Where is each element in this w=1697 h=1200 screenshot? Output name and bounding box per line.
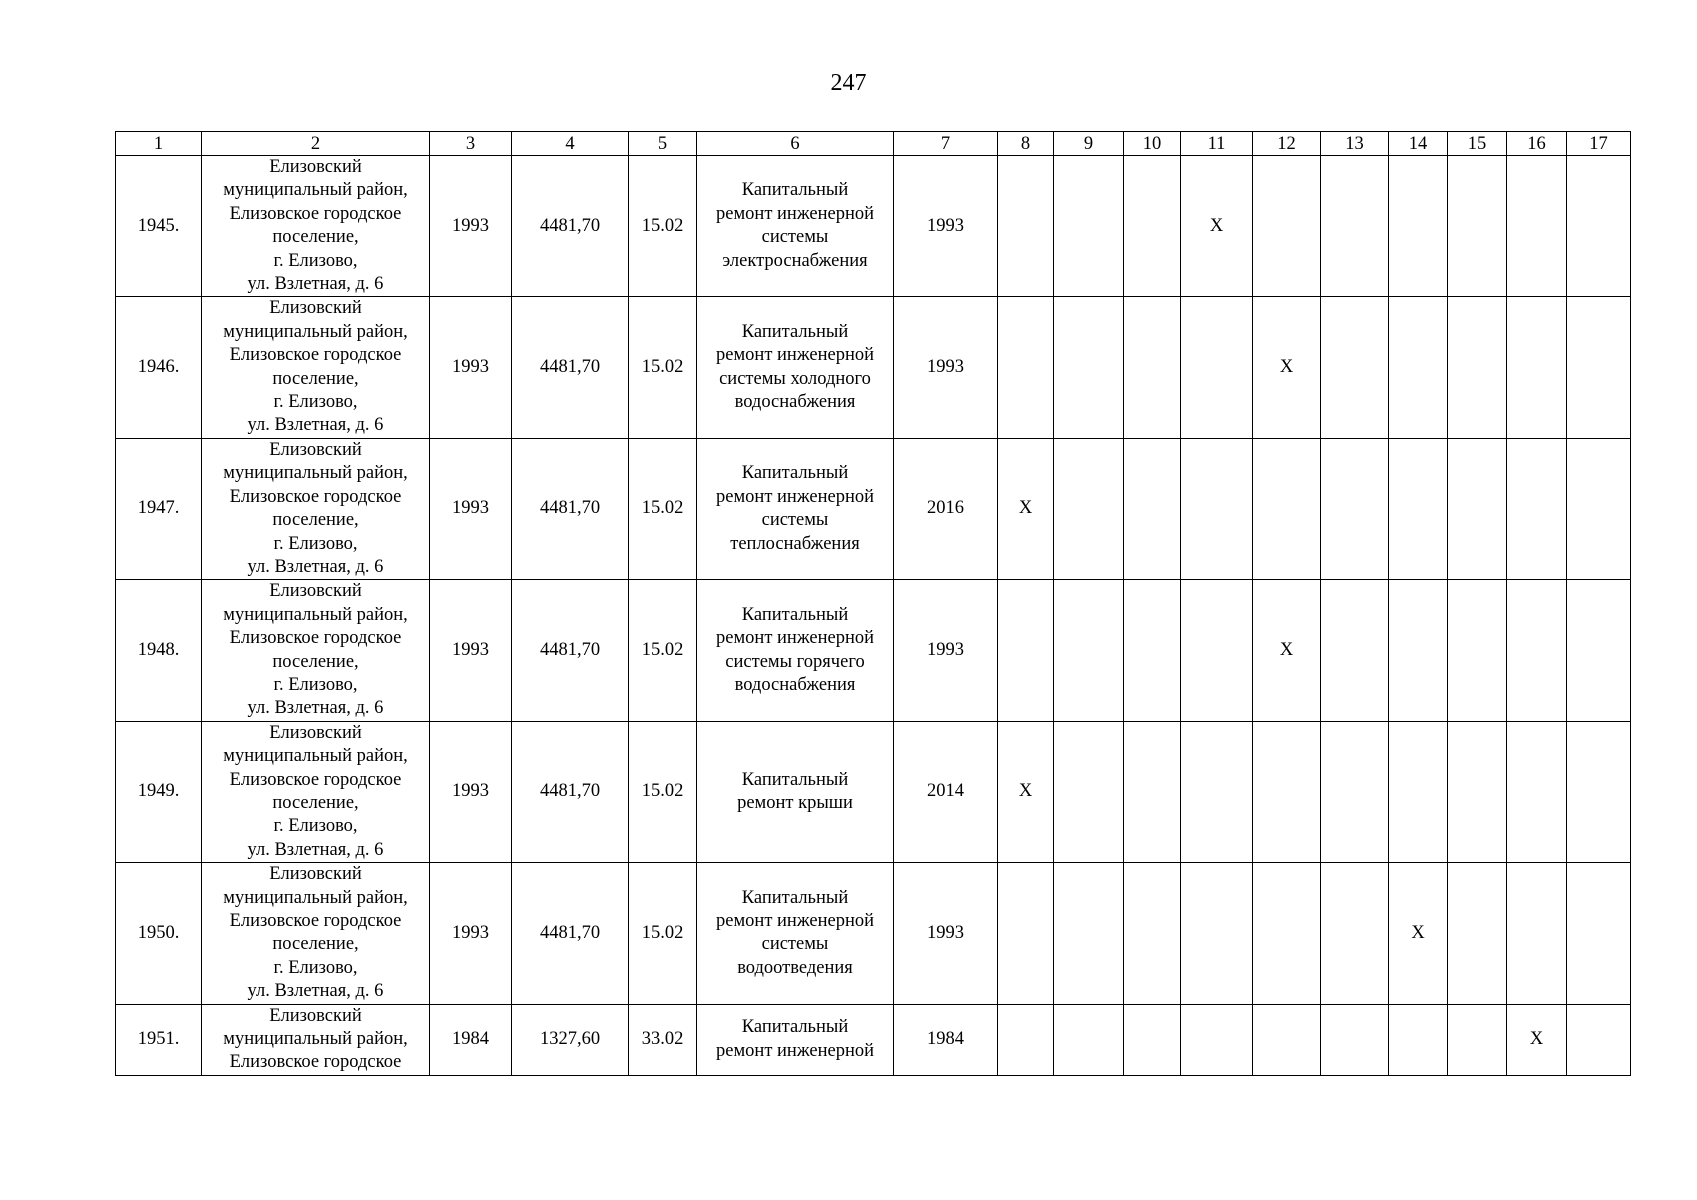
address-cell-line: Елизовский [269,722,362,743]
address-cell-line: поселение, [272,510,359,531]
mark-cell [1181,863,1253,1004]
address-cell-line: Елизовское городское [229,1052,402,1073]
mark-cell: X [1181,156,1253,297]
address-cell-line: муниципальный район, [223,887,408,908]
address-cell-line: поселение, [272,651,359,672]
work-description-cell-line: водоснабжения [734,674,856,695]
mark-cell [1054,863,1124,1004]
area-cell: 4481,70 [512,863,629,1004]
mark-cell [1124,863,1181,1004]
column-header: 12 [1253,132,1321,156]
address-cell-line: Елизовский [269,439,362,460]
address-cell-line: ул. Взлетная, д. 6 [247,981,384,1002]
address-cell-line: муниципальный район, [223,463,408,484]
mark-cell [1181,1004,1253,1075]
code-cell: 15.02 [629,580,697,721]
mark-cell [1507,863,1567,1004]
mark-cell [1253,438,1321,579]
address-cell-line: г. Елизово, [273,957,358,978]
work-description-cell-line: системы холодного [719,368,871,389]
mark-cell [1567,438,1631,579]
code-cell: 15.02 [629,297,697,438]
address-cell-line: ул. Взлетная, д. 6 [247,274,384,295]
address-cell-line: Елизовское городское [229,345,402,366]
row-number-cell: 1950. [116,863,202,1004]
mark-cell [1321,297,1389,438]
mark-cell [998,156,1054,297]
mark-cell [1321,156,1389,297]
mark-cell [998,580,1054,721]
address-cell-line: Елизовский [269,864,362,885]
mark-cell: X [1253,297,1321,438]
address-cell-line: муниципальный район, [223,746,408,767]
work-year-cell: 2014 [894,721,998,862]
mark-cell [1567,1004,1631,1075]
work-year-cell: 1993 [894,297,998,438]
column-header: 14 [1389,132,1448,156]
address-cell-line: Елизовское городское [229,203,402,224]
address-cell-line: муниципальный район, [223,604,408,625]
address-cell [202,1004,430,1075]
work-description-cell-line: Капитальный [741,887,849,908]
work-description-cell-line: Капитальный [741,463,849,484]
area-cell: 1327,60 [512,1004,629,1075]
mark-cell [1389,156,1448,297]
work-description-cell-line: Капитальный [741,604,849,625]
work-description-cell [697,721,894,862]
column-header: 5 [629,132,697,156]
work-description-cell [697,297,894,438]
table-row [116,297,1631,438]
mark-cell [1124,156,1181,297]
column-header: 9 [1054,132,1124,156]
code-cell: 15.02 [629,863,697,1004]
year-cell: 1993 [430,863,512,1004]
mark-cell [1054,721,1124,862]
area-cell: 4481,70 [512,438,629,579]
table-row [116,721,1631,862]
column-header: 13 [1321,132,1389,156]
address-cell-line: муниципальный район, [223,1029,408,1050]
code-cell: 15.02 [629,156,697,297]
code-cell: 15.02 [629,721,697,862]
work-description-cell [697,438,894,579]
mark-cell [1389,297,1448,438]
mark-cell [1389,580,1448,721]
column-header: 7 [894,132,998,156]
work-description-cell-line: системы горячего [725,651,865,672]
mark-cell [1448,438,1507,579]
mark-cell [1567,863,1631,1004]
mark-cell [1321,863,1389,1004]
mark-cell [1181,721,1253,862]
mark-cell [998,297,1054,438]
table-body [116,132,1631,1076]
mark-cell [1567,721,1631,862]
mark-cell [1567,297,1631,438]
address-cell [202,438,430,579]
work-description-cell-line: Капитальный [741,180,849,201]
address-cell-line: ул. Взлетная, д. 6 [247,839,384,860]
year-cell: 1993 [430,297,512,438]
year-cell: 1993 [430,580,512,721]
area-cell: 4481,70 [512,297,629,438]
table-row [116,863,1631,1004]
address-cell-line: Елизовское городское [229,628,402,649]
address-cell-line: ул. Взлетная, д. 6 [247,698,384,719]
mark-cell: X [998,721,1054,862]
row-number-cell: 1947. [116,438,202,579]
column-header: 2 [202,132,430,156]
row-number-cell: 1949. [116,721,202,862]
table-row [116,580,1631,721]
address-cell-line: ул. Взлетная, д. 6 [247,415,384,436]
address-cell [202,580,430,721]
mark-cell [1124,438,1181,579]
year-cell: 1993 [430,156,512,297]
year-cell: 1993 [430,721,512,862]
address-cell-line: поселение, [272,368,359,389]
work-description-cell-line: Капитальный [741,769,849,790]
mark-cell [1448,580,1507,721]
mark-cell [1507,721,1567,862]
mark-cell: X [1507,1004,1567,1075]
area-cell: 4481,70 [512,156,629,297]
work-description-cell [697,156,894,297]
column-header: 11 [1181,132,1253,156]
address-cell [202,156,430,297]
column-header: 17 [1567,132,1631,156]
column-header: 16 [1507,132,1567,156]
table-row [116,1004,1631,1075]
column-header: 3 [430,132,512,156]
work-description-cell-line: Капитальный [741,1017,849,1038]
address-cell-line: Елизовский [269,581,362,602]
mark-cell [998,863,1054,1004]
mark-cell: X [1253,580,1321,721]
page-number: 247 [830,70,867,96]
mark-cell: X [998,438,1054,579]
table-row [116,156,1631,297]
work-description-cell-line: водоснабжения [734,392,856,413]
mark-cell [1507,156,1567,297]
address-cell-line: Елизовский [269,1005,362,1026]
address-cell-line: Елизовский [269,157,362,177]
table-row [116,438,1631,579]
registry-table [115,131,1631,1076]
work-description-cell-line: ремонт инженерной [716,628,874,649]
row-number-cell: 1951. [116,1004,202,1075]
address-cell-line: поселение, [272,792,359,813]
mark-cell [1054,156,1124,297]
mark-cell [1321,580,1389,721]
column-header: 6 [697,132,894,156]
mark-cell [1567,580,1631,721]
area-cell: 4481,70 [512,580,629,721]
address-cell-line: г. Елизово, [273,816,358,837]
mark-cell [1389,438,1448,579]
mark-cell [1253,863,1321,1004]
work-description-cell-line: Капитальный [741,321,849,342]
work-description-cell-line: теплоснабжения [730,533,860,554]
work-description-cell [697,1004,894,1075]
mark-cell [1054,580,1124,721]
address-cell-line: Елизовское городское [229,911,402,931]
address-cell-line: ул. Взлетная, д. 6 [247,556,384,577]
work-description-cell-line: системы [761,227,829,248]
mark-cell [1448,156,1507,297]
address-cell-line: Елизовское городское [229,486,402,507]
work-year-cell: 1993 [894,156,998,297]
work-description-cell-line: ремонт инженерной [716,203,874,224]
address-cell-line: муниципальный район, [223,321,408,342]
mark-cell [1181,580,1253,721]
column-header: 8 [998,132,1054,156]
mark-cell [1253,156,1321,297]
address-cell [202,863,430,1004]
mark-cell [1321,438,1389,579]
mark-cell [1507,580,1567,721]
work-description-cell-line: системы [761,934,829,955]
mark-cell [1567,156,1631,297]
work-description-cell-line: ремонт инженерной [716,345,874,366]
work-year-cell: 1993 [894,580,998,721]
column-header: 10 [1124,132,1181,156]
mark-cell [1507,297,1567,438]
code-cell: 15.02 [629,438,697,579]
row-number-cell: 1946. [116,297,202,438]
column-header: 4 [512,132,629,156]
mark-cell [1448,1004,1507,1075]
address-cell-line: Елизовское городское [229,769,402,790]
address-cell-line: поселение, [272,934,359,955]
mark-cell [1507,438,1567,579]
work-description-cell [697,580,894,721]
mark-cell [1448,297,1507,438]
mark-cell: X [1389,863,1448,1004]
row-number-cell: 1948. [116,580,202,721]
mark-cell [1253,1004,1321,1075]
mark-cell [1253,721,1321,862]
mark-cell [1124,580,1181,721]
work-description-cell-line: водоотведения [737,957,853,978]
mark-cell [1321,721,1389,862]
mark-cell [1181,438,1253,579]
address-cell-line: г. Елизово, [273,392,358,413]
address-cell [202,721,430,862]
mark-cell [1124,721,1181,862]
work-description-cell [697,863,894,1004]
work-description-cell-line: системы [761,510,829,531]
mark-cell [1124,1004,1181,1075]
mark-cell [1448,721,1507,862]
work-year-cell: 1993 [894,863,998,1004]
row-number-cell: 1945. [116,156,202,297]
mark-cell [1054,297,1124,438]
address-cell [202,297,430,438]
work-description-cell-line: ремонт инженерной [716,486,874,507]
mark-cell [1448,863,1507,1004]
column-number-row [116,132,1631,156]
work-description-cell-line: ремонт крыши [737,792,853,813]
code-cell: 33.02 [629,1004,697,1075]
column-header: 15 [1448,132,1507,156]
year-cell: 1993 [430,438,512,579]
address-cell-line: г. Елизово, [273,250,358,271]
column-header: 1 [116,132,202,156]
work-description-cell-line: ремонт инженерной [716,1040,874,1061]
mark-cell [1054,438,1124,579]
address-cell-line: муниципальный район, [223,180,408,201]
address-cell-line: г. Елизово, [273,533,358,554]
mark-cell [1181,297,1253,438]
work-description-cell-line: ремонт инженерной [716,911,874,931]
work-year-cell: 1984 [894,1004,998,1075]
mark-cell [1054,1004,1124,1075]
mark-cell [1389,1004,1448,1075]
address-cell-line: поселение, [272,227,359,248]
mark-cell [1389,721,1448,862]
work-year-cell: 2016 [894,438,998,579]
mark-cell [1321,1004,1389,1075]
address-cell-line: г. Елизово, [273,674,358,695]
area-cell: 4481,70 [512,721,629,862]
mark-cell [998,1004,1054,1075]
work-description-cell-line: электроснабжения [722,250,868,271]
address-cell-line: Елизовский [269,298,362,319]
year-cell: 1984 [430,1004,512,1075]
mark-cell [1124,297,1181,438]
